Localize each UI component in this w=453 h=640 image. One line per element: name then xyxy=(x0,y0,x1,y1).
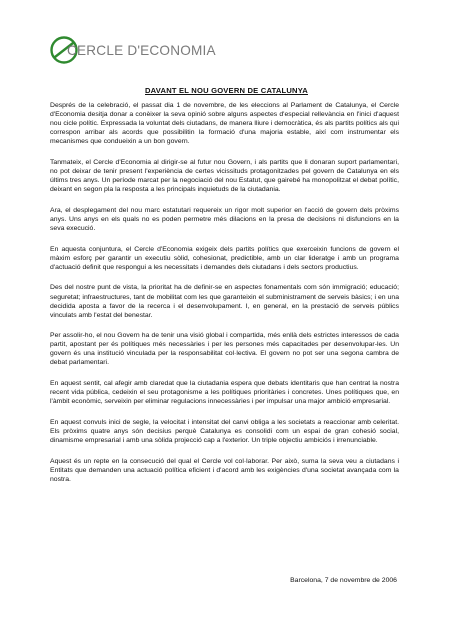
paragraph: En aquest sentit, cal afegir amb claredat que la ciutadania espera que debats identitaris que han centrat la nostra recent vida pública, cedeixin el seu protagonisme a les polítiques prioritàries i concretes. Unes polítiques que, en l'àmbit econòmic, serveixin per eliminar regulacions innecessàries i per impulsar una major ambició empresarial. xyxy=(50,380,399,406)
document-body xyxy=(50,101,399,496)
paragraph: Ara, el desplegament del nou marc estatutari requereix un rigor molt superior en l'acció de govern dels pròxims anys. Uns anys en els quals no es poden permetre més dilacions en la presa de decisions ni disfuncions en la seva execució. xyxy=(50,206,399,232)
paragraph: Tanmateix, el Cercle d'Economia al dirigir-se al futur nou Govern, i als partits que li donaran suport parlamentari, no pot deixar de tenir present l'experiència de certes vicissituds protagonitzades pel govern de Catalunya en els últims tres anys. Un període marcat per la negociació del nou Estatut, que gairebé ha monopolitzat el debat polític, deixant en segon pla la resposta a les principals inquietuds de la ciutadania. xyxy=(50,158,399,194)
paragraph: Des del nostre punt de vista, la prioritat ha de definir-se en aspectes fonamentals com són immigració; educació; seguretat; infraestructures, tant de mobilitat com les que garanteixin el subministrament de serveis bàsics; i en una decidida aposta a favor de la recerca i el desenvolupament. I, en general, en la prestació de serveis públics vinculats amb l'estat del benestar. xyxy=(50,284,399,319)
signature-date: Barcelona, 7 de novembre de 2006 xyxy=(290,577,397,584)
cercle-economia-logo xyxy=(49,34,216,66)
paragraph: En aquesta conjuntura, el Cercle d'Economia exigeix dels partits polítics que exerceixin funcions de govern el màxim esforç per garantir un executiu sòlid, cohesionat, predictible, amb un clar lideratge i amb un programa d'actuació definit que respongui a les necessitats i demandes dels ciutadans i dels sectors productius. xyxy=(50,245,399,271)
paragraph: Per assolir-ho, el nou Govern ha de tenir una visió global i compartida, més enllà dels estrictes interessos de cada partit, apostant per és polítiques més necessàries i per les persones més capacitades per desenvolupar-les. Un govern és una institució vinculada per la responsabilitat col·lectiva. El govern no pot ser una segona cambra de debat parlamentari. xyxy=(50,332,399,367)
paragraph: Després de la celebració, el passat dia 1 de novembre, de les eleccions al Parlament de Catalunya, el Cercle d'Economia desitja donar a conèixer la seva opinió sobre alguns aspectes d'especial rellevància en l'inici d'aquest nou cicle polític. Expressada la voluntat dels ciutadans, de manera lliure i democràtica, és als partits polítics als qui correspon arribar als acords que possibilitin la formació d'una majoria estable, així com instrumentar els mecanismes que condueixin a un bon govern. xyxy=(50,102,399,146)
paragraph: Aquest és un repte en la consecució del qual el Cercle vol col·laborar. Per això, suma la seva veu a ciutadans i Entitats que demanden una actuació política eficient i d'acord amb les exigències d'una societat avançada com la nostra. xyxy=(50,457,399,483)
paragraph: En aquest convuls inici de segle, la velocitat i intensitat del canvi obliga a les societats a reaccionar amb celeritat. Els pròxims quatre anys són decisius perquè Catalunya es consolidi com un espai de gran cohesió social, dinamisme empresarial i amb una sòlida projecció cap a l'exterior. Un triple objectiu ambiciós i irrenunciable. xyxy=(50,419,399,445)
document-title: DAVANT EL NOU GOVERN DE CATALUNYA xyxy=(145,86,308,95)
logo-text: CERCLE D'ECONOMIA xyxy=(67,42,216,58)
